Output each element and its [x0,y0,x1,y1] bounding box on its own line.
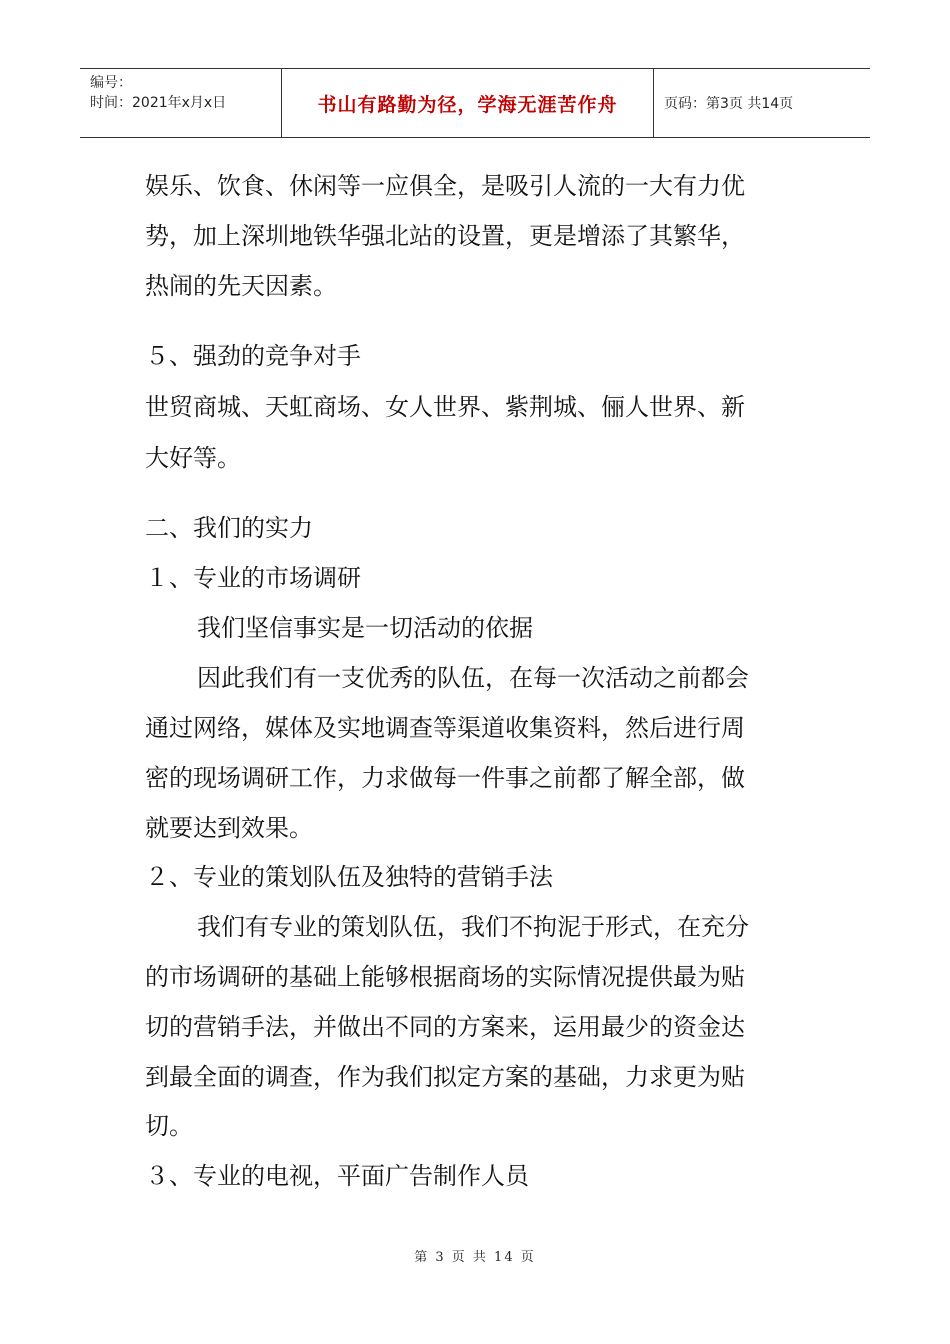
number-label: 编号： [90,75,132,91]
section-heading: 二、我们的实力 [145,514,313,542]
paragraph-line: 的市场调研的基础上能够根据商场的实际情况提供最为贴 [145,963,745,991]
paragraph-line: 通过网络，媒体及实地调查等渠道收集资料，然后进行周 [145,714,745,742]
page-header [80,68,870,138]
date-label: 时间：2021年x月x日 [90,95,227,111]
paragraph-line: 大好等。 [145,444,241,472]
section-heading: ２、专业的策划队伍及独特的营销手法 [145,863,553,891]
header-page-code: 页码：第3页 共14页 [664,96,794,112]
paragraph-line: 到最全面的调查，作为我们拟定方案的基础，力求更为贴 [145,1063,745,1091]
paragraph-line: 就要达到效果。 [145,814,313,842]
paragraph-line: 势，加上深圳地铁华强北站的设置，更是增添了其繁华， [145,222,745,250]
paragraph-line: 我们坚信事实是一切活动的依据 [197,614,533,642]
page-footer: 第 3 页 共 14 页 [414,1250,536,1265]
paragraph-line: 密的现场调研工作，力求做每一件事之前都了解全部，做 [145,764,745,792]
section-heading: １、专业的市场调研 [145,564,361,592]
paragraph-line: 热闹的先天因素。 [145,272,337,300]
paragraph-line: 娱乐、饮食、休闲等一应俱全，是吸引人流的一大有力优 [145,172,745,200]
paragraph-line: 因此我们有一支优秀的队伍，在每一次活动之前都会 [197,664,749,692]
section-heading: ３、专业的电视，平面广告制作人员 [145,1162,529,1190]
header-motto: 书山有路勤为径，学海无涯苦作舟 [281,69,654,137]
section-heading: ５、强劲的竞争对手 [145,342,361,370]
header-meta [80,69,281,137]
paragraph-line: 我们有专业的策划队伍，我们不拘泥于形式，在充分 [197,913,749,941]
paragraph-line: 切的营销手法，并做出不同的方案来，运用最少的资金达 [145,1013,745,1041]
paragraph-line: 世贸商城、天虹商场、女人世界、紫荆城、俪人世界、新 [145,393,745,421]
paragraph-line: 切。 [145,1112,193,1140]
